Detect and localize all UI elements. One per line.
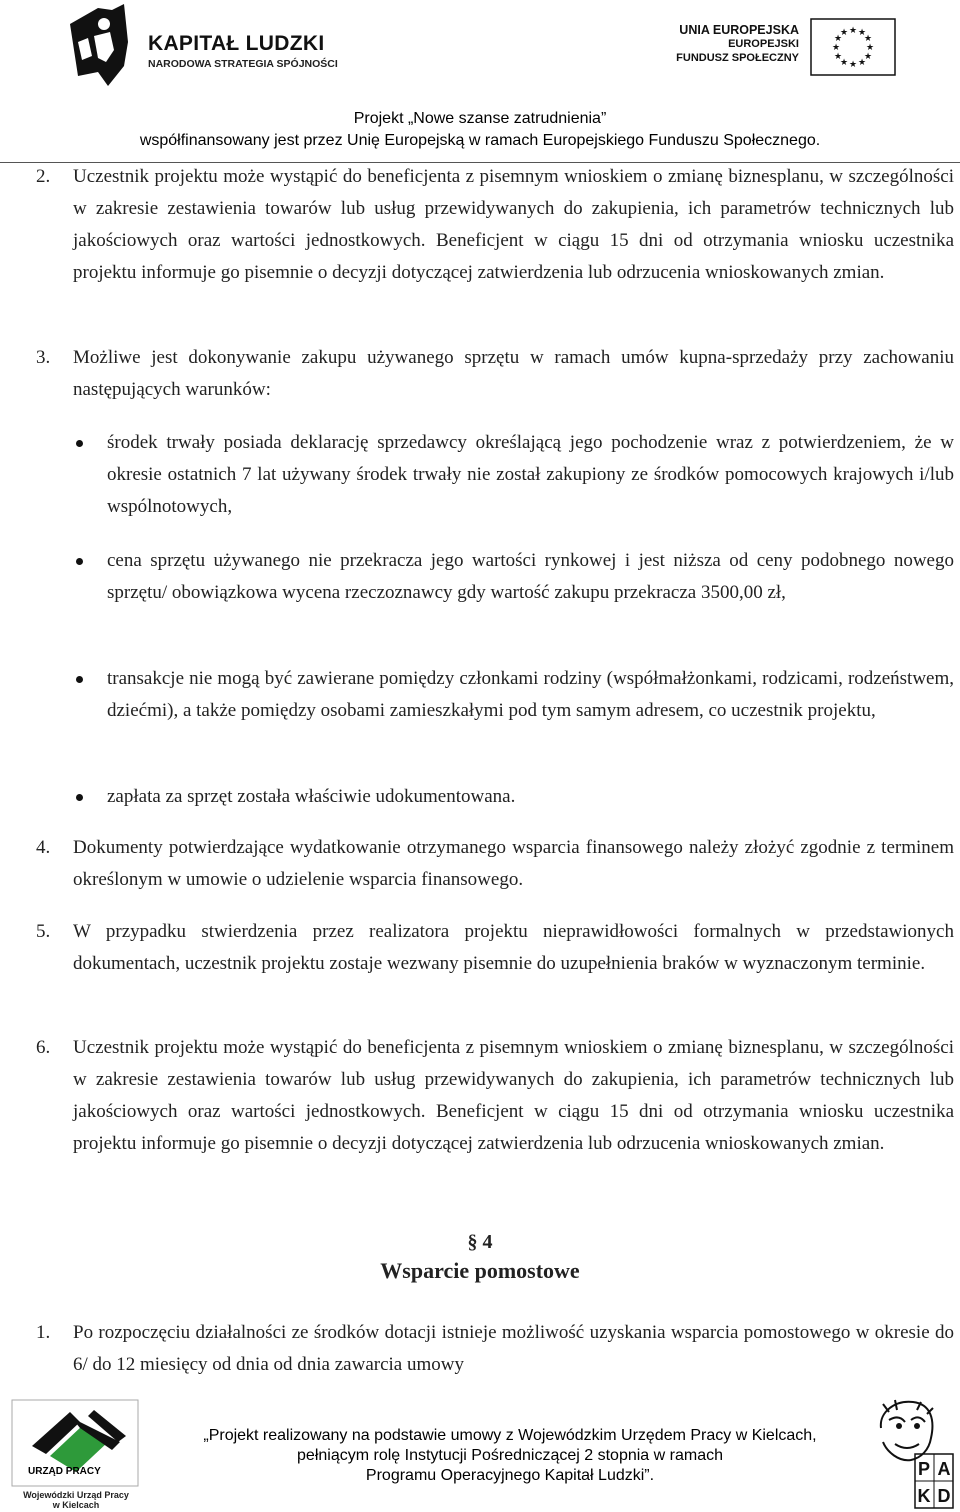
bullet-icon xyxy=(76,558,83,565)
eu-line3: FUNDUSZ SPOŁECZNY xyxy=(676,52,799,64)
wup-caption-line1: Wojewódzki Urząd Pracy xyxy=(23,1490,129,1500)
bullet-item xyxy=(107,427,954,523)
paragraph-2 xyxy=(36,161,954,289)
paragraph-number: 4. xyxy=(36,837,51,858)
svg-text:★: ★ xyxy=(833,52,843,62)
svg-text:★: ★ xyxy=(839,58,849,68)
paragraph-text: W przypadku stwierdzenia przez realizatora projektu nieprawidłowości formalnych w przedstawionych dokumentach, uczestnik projektu zostaje wezwany pisemnie do uzupełnienia braków w wyznaczonym terminie. xyxy=(73,921,954,974)
section-paragraph-1 xyxy=(36,1317,954,1381)
footer-note xyxy=(160,1426,860,1486)
svg-text:★: ★ xyxy=(831,43,841,53)
bullet-icon xyxy=(76,440,83,447)
kapital-ludzki-subtitle: NARODOWA STRATEGIA SPÓJNOŚCI xyxy=(148,58,338,70)
footer-line3: Programu Operacyjnego Kapitał Ludzki”. xyxy=(365,1467,655,1484)
bullet-text: cena sprzętu używanego nie przekracza jego wartości rynkowej i jest niższa od ceny podobnego nowego sprzętu/ obowiązkowa wycena rzeczoznawcy gdy wartość zakupu przekracza 3500,00 zł, xyxy=(107,550,954,603)
paragraph-number: 2. xyxy=(36,166,51,187)
paragraph-number: 1. xyxy=(36,1322,51,1343)
paragraph-6 xyxy=(36,1032,954,1160)
eu-logo xyxy=(665,18,895,78)
svg-text:★: ★ xyxy=(863,34,873,44)
pakd-letter-p: P xyxy=(917,1459,931,1479)
footer-line1: „Projekt realizowany na podstawie umowy z Wojewódzkim Urzędem Pracy w Kielcach, xyxy=(203,1427,817,1444)
svg-text:★: ★ xyxy=(839,28,849,38)
svg-text:★: ★ xyxy=(833,34,843,44)
kapital-ludzki-title: KAPITAŁ LUDZKI xyxy=(148,32,325,55)
bullet-icon xyxy=(76,794,83,801)
paragraph-number: 5. xyxy=(36,921,51,942)
footer-line2: pełniącym rolę Instytucji Pośredniczącej 2 stopnia w ramach xyxy=(297,1447,723,1464)
paragraph-number: 6. xyxy=(36,1037,51,1058)
pakd-logo xyxy=(875,1398,955,1510)
paragraph-4 xyxy=(36,832,954,896)
bullet-item xyxy=(107,545,954,609)
wup-logo xyxy=(10,1398,142,1510)
section-number: § 4 xyxy=(467,1231,493,1253)
paragraph-number: 3. xyxy=(36,347,51,368)
pakd-letter-k: K xyxy=(917,1486,931,1506)
bullet-text: zapłata za sprzęt została właściwie udokumentowana. xyxy=(107,786,516,807)
paragraph-5 xyxy=(36,916,954,980)
cofinancing-note: współfinansowany jest przez Unię Europejską w ramach Europejskiego Funduszu Społecznego. xyxy=(139,132,821,149)
bullet-item xyxy=(107,663,954,727)
kapital-ludzki-logo xyxy=(68,2,358,88)
project-title: Projekt „Nowe szanse zatrudnienia” xyxy=(353,110,607,127)
section-title: Wsparcie pomostowe xyxy=(380,1258,580,1283)
bullet-text: środek trwały posiada deklarację sprzedawcy określającą jego pochodzenie wraz z potwierdzeniem, że w okresie ostatnich 7 lat używany środek trwały nie został zakupiony ze środków pomocowych krajowych i/lub wspólnotowych, xyxy=(107,432,954,517)
wup-logo-name: URZĄD PRACY xyxy=(28,1466,101,1477)
paragraph-text: Możliwe jest dokonywanie zakupu używanego sprzętu w ramach umów kupna-sprzedaży przy zachowaniu następujących warunków: xyxy=(73,347,954,400)
eu-logo-text xyxy=(665,23,799,65)
kapital-ludzki-emblem-icon xyxy=(68,2,138,88)
svg-text:★: ★ xyxy=(857,58,867,68)
bullet-item xyxy=(107,781,954,813)
svg-text:★: ★ xyxy=(848,60,858,70)
wup-caption-line2: w Kielcach xyxy=(52,1500,100,1510)
eu-flag-icon xyxy=(810,18,896,76)
svg-text:★: ★ xyxy=(865,43,875,53)
paragraph-3 xyxy=(36,342,954,406)
svg-text:★: ★ xyxy=(863,52,873,62)
paragraph-text: Uczestnik projektu może wystąpić do beneficjenta z pisemnym wnioskiem o zmianę biznesplanu, w szczególności w zakresie zestawienia towarów lub usług przewidywanych do zakupienia, ich parametrów technicznych lub jakościowych oraz wartości jednostkowych. Beneficjent w ciągu 15 dni od otrzymania wniosku uczestnika projektu informuje go pisemnie o decyzji dotyczącej zatwierdzenia lub odrzucenia wnioskowanych zmian. xyxy=(73,166,954,283)
svg-text:★: ★ xyxy=(857,28,867,38)
eu-line1: UNIA EUROPEJSKA xyxy=(679,23,799,37)
paragraph-text: Po rozpoczęciu działalności ze środków dotacji istnieje możliwość uzyskania wsparcia pomostowego w okresie do 6/ do 12 miesięcy od dnia od dnia zawarcia umowy xyxy=(73,1322,954,1375)
svg-text:★: ★ xyxy=(848,26,858,36)
bullet-text: transakcje nie mogą być zawierane pomiędzy członkami rodziny (współmałżonkami, rodzicami, rodzeństwem, dziećmi), a także pomiędzy osobami zamieszkałymi pod tym samym adresem, co uczestnik projektu, xyxy=(107,668,954,721)
pakd-face-icon xyxy=(875,1398,955,1510)
paragraph-text: Dokumenty potwierdzające wydatkowanie otrzymanego wsparcia finansowego należy złożyć zgodnie z terminem określonym w umowie o udzielenie wsparcia finansowego. xyxy=(73,837,954,890)
eu-line2: EUROPEJSKI xyxy=(728,38,799,50)
paragraph-text: Uczestnik projektu może wystąpić do beneficjenta z pisemnym wnioskiem o zmianę biznesplanu, w szczególności w zakresie zestawienia towarów lub usług przewidywanych do zakupienia, ich parametrów technicznych lub jakościowych oraz wartości jednostkowych. Beneficjent w ciągu 15 dni od otrzymania wniosku uczestnika projektu informuje go pisemnie o decyzji dotyczącej zatwierdzenia lub odrzucenia wnioskowanych zmian. xyxy=(73,1037,954,1154)
bullet-icon xyxy=(76,676,83,683)
pakd-letter-a: A xyxy=(937,1459,951,1479)
pakd-letter-d: D xyxy=(937,1486,951,1506)
